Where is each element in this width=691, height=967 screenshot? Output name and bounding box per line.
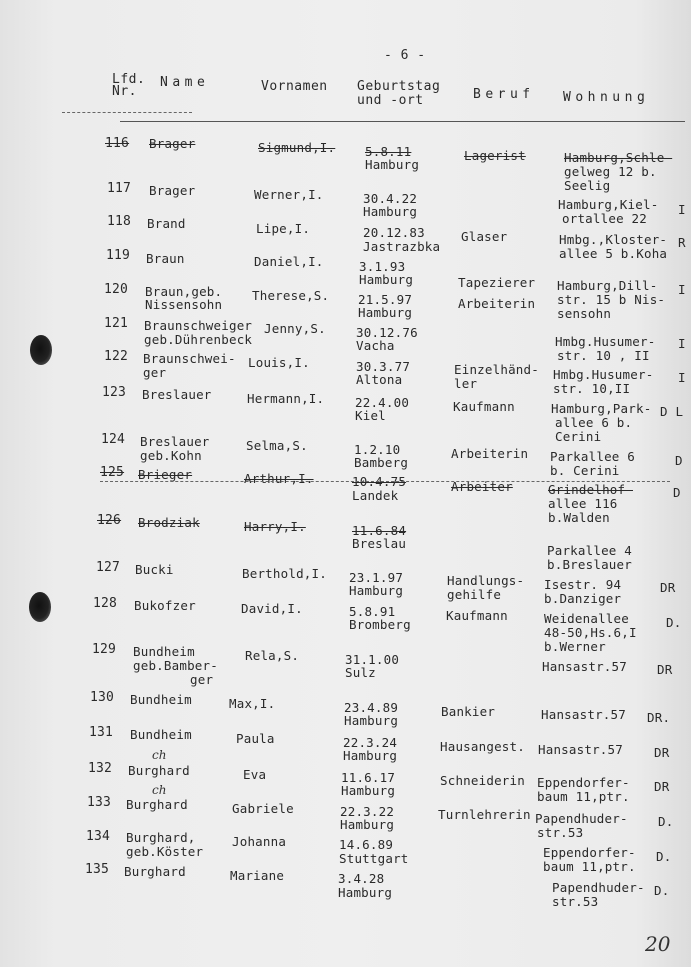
row-118-wohnung-2: allee 5 b.Koha <box>559 246 668 261</box>
row-133-mark: D. <box>658 814 674 829</box>
row-123-name: Breslauer <box>142 387 212 402</box>
row-131-geburt-place: Hamburg <box>343 748 398 763</box>
row-135-geburt-place: Hamburg <box>338 885 393 900</box>
row-120-wohnung-1: Hamburg,Dill- <box>557 278 658 293</box>
row-119-geburt-place: Hamburg <box>359 272 414 287</box>
row-121-geburt-place: Vacha <box>356 338 395 353</box>
row-133-geburt-place: Hamburg <box>340 817 395 832</box>
header-beruf: Beruf <box>473 87 535 102</box>
row-116-beruf: Lagerist <box>464 148 526 163</box>
row-134-wohnung-2: baum 11,ptr. <box>543 859 636 874</box>
row-118-name: Brand <box>147 216 186 231</box>
row-134-vorname: Johanna <box>232 834 287 849</box>
row-129-wohnung-1: Hansastr.57 <box>542 659 627 674</box>
row-116-name: Brager <box>149 136 196 151</box>
row-122-name-2: ger <box>143 365 167 380</box>
row-125-vorname: Arthur,I. <box>244 471 314 486</box>
row-124-name-2: geb.Kohn <box>140 448 202 463</box>
row-125-geburt-place: Landek <box>352 488 399 503</box>
row-132-geburt-date: 11.6.17 <box>341 770 396 785</box>
header-geburt-line1: Geburtstag <box>357 79 441 94</box>
row-133-nr: 133 <box>87 795 112 810</box>
row-125-wohnung-1: Grindelhof- <box>548 482 633 497</box>
row-124-wohnung-2: b. Cerini <box>550 463 620 478</box>
row-119-nr: 119 <box>106 248 131 263</box>
row-123-wohnung-3: Cerini <box>555 429 602 444</box>
row-131-name: Bundheim <box>130 727 192 742</box>
row-131-geburt-date: 22.3.24 <box>343 735 398 750</box>
row-128-wohnung-3: b.Werner <box>544 639 606 654</box>
row-120-vorname: Therese,S. <box>252 288 330 303</box>
row-135-nr: 135 <box>85 862 110 877</box>
row-128-beruf: Kaufmann <box>446 608 508 623</box>
row-122-geburt-date: 30.3.77 <box>356 359 411 374</box>
row-128-name: Bukofzer <box>134 598 196 613</box>
row-134-geburt-place: Stuttgart <box>339 851 409 866</box>
row-120-wohnung-2: str. 15 b Nis- <box>557 292 666 307</box>
row-120-beruf-2: Arbeiterin <box>458 296 536 311</box>
row-117-name: Brager <box>149 183 196 198</box>
row-131-nr: 131 <box>89 725 114 740</box>
row-118-vorname: Lipe,I. <box>256 221 311 236</box>
row-130-vorname: Max,I. <box>229 696 276 711</box>
row-134-name-1: Burghard, <box>126 830 196 845</box>
row-125-wohnung-2: allee 116 <box>548 496 618 511</box>
row-120-beruf-1: Tapezierer <box>458 275 536 290</box>
row-126-vorname: Harry,I. <box>244 519 306 534</box>
row-117-wohnung-1: Hamburg,Kiel- <box>558 197 659 212</box>
folio-number: 20 <box>645 932 671 956</box>
row-129-name-2: geb.Bamber- <box>133 658 218 673</box>
row-127-geburt-place: Hamburg <box>349 583 404 598</box>
row-130-beruf: Bankier <box>441 704 496 719</box>
row-133-wohnung-1: Papendhuder- <box>535 811 628 826</box>
row-126-geburt-place: Breslau <box>352 536 407 551</box>
row-118-mark: R <box>678 235 686 250</box>
row-123-beruf: Kaufmann <box>453 399 515 414</box>
row-122-mark: I <box>678 370 686 385</box>
row-129-vorname: Rela,S. <box>245 648 300 663</box>
row-131-mark: DR <box>654 745 670 760</box>
row-122-wohnung-1: Hmbg.Husumer- <box>553 367 654 382</box>
row-128-nr: 128 <box>93 596 118 611</box>
row-132-wohnung-2: baum 11,ptr. <box>537 789 630 804</box>
row-127-nr: 127 <box>96 560 121 575</box>
row-127-name: Bucki <box>135 562 174 577</box>
row-124-beruf: Arbeiterin <box>451 446 529 461</box>
row-127-wohnung-1: Parkallee 4 <box>547 543 632 558</box>
row-129-geburt-date: 31.1.00 <box>345 652 400 667</box>
row-131-beruf: Hausangest. <box>440 739 525 754</box>
row-121-name-2: geb.Dührenbeck <box>144 332 253 347</box>
row-121-mark: I <box>678 336 686 351</box>
row-124-wohnung-1: Parkallee 6 <box>550 449 635 464</box>
row-135-wohnung-2: str.53 <box>552 894 599 909</box>
row-135-geburt-date: 3.4.28 <box>338 871 385 886</box>
punch-hole-top <box>30 335 52 365</box>
row-125-strike-line <box>100 481 670 482</box>
ch-annotation-133: ch <box>152 783 167 797</box>
header-name: Name <box>160 75 210 90</box>
ch-annotation-132: ch <box>152 748 167 762</box>
row-134-nr: 134 <box>86 829 111 844</box>
row-134-mark: D. <box>656 849 672 864</box>
row-127-wohnung-2: b.Breslauer <box>547 557 632 572</box>
row-127-wohnung-4: b.Danziger <box>544 591 622 606</box>
row-127-vorname: Berthold,I. <box>242 566 327 581</box>
row-123-geburt-date: 22.4.00 <box>355 395 410 410</box>
row-126-nr: 126 <box>97 513 122 528</box>
row-118-nr: 118 <box>107 214 132 229</box>
row-126-name: Brodziak <box>138 515 200 530</box>
row-124-name-1: Breslauer <box>140 434 210 449</box>
row-130-mark: DR. <box>647 710 671 725</box>
row-118-geburt-date: 20.12.83 <box>363 225 425 240</box>
row-132-name: Burghard <box>128 763 190 778</box>
row-117-geburt-place: Hamburg <box>363 204 418 219</box>
row-121-nr: 121 <box>104 316 129 331</box>
row-133-name: Burghard <box>126 797 188 812</box>
row-117-nr: 117 <box>107 181 132 196</box>
row-119-name: Braun <box>146 251 185 266</box>
row-121-geburt-date: 30.12.76 <box>356 325 418 340</box>
row-129-nr: 129 <box>92 642 117 657</box>
row-127-wohnung-3: Isestr. 94 <box>544 577 622 592</box>
row-135-name: Burghard <box>124 864 186 879</box>
row-122-vorname: Louis,I. <box>248 355 310 370</box>
header-vornamen: Vornamen <box>261 79 328 94</box>
row-132-nr: 132 <box>88 761 113 776</box>
header-nr-line2: Nr. <box>112 84 137 99</box>
row-127-geburt-date: 23.1.97 <box>349 570 404 585</box>
row-134-geburt-date: 14.6.89 <box>339 837 394 852</box>
row-128-mark: D. <box>666 615 682 630</box>
header-underline <box>120 121 685 122</box>
row-125-nr: 125 <box>100 465 125 480</box>
row-130-wohnung-1: Hansastr.57 <box>541 707 626 722</box>
row-129-name-1: Bundheim <box>133 644 195 659</box>
row-118-beruf: Glaser <box>461 229 508 244</box>
row-122-geburt-place: Altona <box>356 372 403 387</box>
row-127-beruf-1: Handlungs- <box>447 573 525 588</box>
row-124-vorname: Selma,S. <box>246 438 308 453</box>
row-123-nr: 123 <box>102 385 127 400</box>
row-128-geburt-place: Bromberg <box>349 617 411 632</box>
row-120-wohnung-3: sensohn <box>557 306 612 321</box>
row-129-geburt-place: Sulz <box>345 665 376 680</box>
row-133-geburt-date: 22.3.22 <box>340 804 395 819</box>
row-123-wohnung-2: allee 6 b. <box>555 415 633 430</box>
row-130-geburt-date: 23.4.89 <box>344 700 399 715</box>
row-125-mark: D <box>673 485 681 500</box>
row-127-beruf-2: gehilfe <box>447 587 502 602</box>
row-122-nr: 122 <box>104 349 129 364</box>
row-124-geburt-date: 1.2.10 <box>354 442 401 457</box>
row-116-wohnung-1: Hamburg,Schle- <box>564 150 673 165</box>
row-123-wohnung-1: Hamburg,Park- <box>551 401 652 416</box>
row-117-wohnung-2: ortallee 22 <box>562 211 647 226</box>
row-120-name-2: Nissensohn <box>145 297 223 312</box>
row-120-nr: 120 <box>104 282 129 297</box>
row-132-geburt-place: Hamburg <box>341 783 396 798</box>
row-118-geburt-place: Jastrazbka <box>363 239 441 254</box>
row-117-vorname: Werner,I. <box>254 187 324 202</box>
row-128-wohnung-1: Weidenallee <box>544 611 629 626</box>
row-121-name-1: Braunschweiger <box>144 318 253 333</box>
row-130-name: Bundheim <box>130 692 192 707</box>
row-129-mark: DR <box>657 662 673 677</box>
row-127-mark: DR <box>660 580 676 595</box>
row-133-beruf: Turnlehrerin <box>438 807 531 822</box>
row-132-mark: DR <box>654 779 670 794</box>
row-120-name-1: Braun,geb. <box>145 284 223 299</box>
row-119-vorname: Daniel,I. <box>254 254 324 269</box>
row-129-name-3: ger <box>190 672 214 687</box>
row-132-wohnung-1: Eppendorfer- <box>537 775 630 790</box>
row-123-vorname: Hermann,I. <box>247 391 325 406</box>
row-121-wohnung-1: Hmbg.Husumer- <box>555 334 656 349</box>
header-nr-line1: Lfd. <box>112 72 146 87</box>
row-131-vorname: Paula <box>236 731 275 746</box>
row-130-nr: 130 <box>90 690 115 705</box>
row-131-wohnung-1: Hansastr.57 <box>538 742 623 757</box>
row-133-vorname: Gabriele <box>232 801 294 816</box>
row-120-geburt-place: Hamburg <box>358 305 413 320</box>
page-number: - 6 - <box>384 48 426 63</box>
header-underline-left <box>62 112 192 113</box>
row-120-mark: I <box>678 282 686 297</box>
row-118-wohnung-1: Hmbg.,Kloster- <box>559 232 668 247</box>
row-116-wohnung-2: gelweg 12 b. <box>564 164 657 179</box>
row-124-nr: 124 <box>101 432 126 447</box>
header-geburt-line2: und -ort <box>357 93 424 108</box>
row-135-wohnung-1: Papendhuder- <box>552 880 645 895</box>
row-134-name-2: geb.Köster <box>126 844 204 859</box>
row-134-wohnung-1: Eppendorfer- <box>543 845 636 860</box>
row-121-vorname: Jenny,S. <box>264 321 326 336</box>
row-120-geburt-date: 21.5.97 <box>358 292 413 307</box>
header-wohnung: Wohnung <box>563 90 650 105</box>
row-121-wohnung-2: str. 10 , II <box>557 348 650 363</box>
row-116-geburt-date: 5.8.11 <box>365 144 412 159</box>
row-128-geburt-date: 5.8.91 <box>349 604 396 619</box>
row-122-wohnung-2: str. 10,II <box>553 381 631 396</box>
row-122-beruf-1: Einzelhänd- <box>454 362 539 377</box>
row-125-beruf: Arbeiter <box>451 479 513 494</box>
row-116-geburt-place: Hamburg <box>365 157 420 172</box>
row-135-vorname: Mariane <box>230 868 285 883</box>
row-122-name-1: Braunschwei- <box>143 351 236 366</box>
row-119-geburt-date: 3.1.93 <box>359 259 406 274</box>
row-125-wohnung-3: b.Walden <box>548 510 610 525</box>
row-135-mark: D. <box>654 883 670 898</box>
row-117-geburt-date: 30.4.22 <box>363 191 418 206</box>
row-124-mark: D <box>675 453 683 468</box>
row-133-wohnung-2: str.53 <box>537 825 584 840</box>
row-128-wohnung-2: 48-50,Hs.6,I <box>544 625 637 640</box>
row-123-mark: D L <box>660 404 684 419</box>
row-117-mark: I <box>678 202 686 217</box>
row-126-geburt-date: 11.6.84 <box>352 523 407 538</box>
row-116-nr: 116 <box>105 136 130 151</box>
row-130-geburt-place: Hamburg <box>344 713 399 728</box>
row-128-vorname: David,I. <box>241 601 303 616</box>
row-116-vorname: Sigmund,I. <box>258 140 336 155</box>
row-116-wohnung-3: Seelig <box>564 178 611 193</box>
row-132-vorname: Eva <box>243 767 267 782</box>
row-132-beruf: Schneiderin <box>440 773 525 788</box>
row-125-name: Brieger <box>138 467 193 482</box>
punch-hole-bottom <box>29 592 51 622</box>
row-123-geburt-place: Kiel <box>355 408 386 423</box>
row-125-geburt-date: 10.4.75 <box>352 474 407 489</box>
row-124-geburt-place: Bamberg <box>354 455 409 470</box>
row-122-beruf-2: ler <box>454 376 478 391</box>
